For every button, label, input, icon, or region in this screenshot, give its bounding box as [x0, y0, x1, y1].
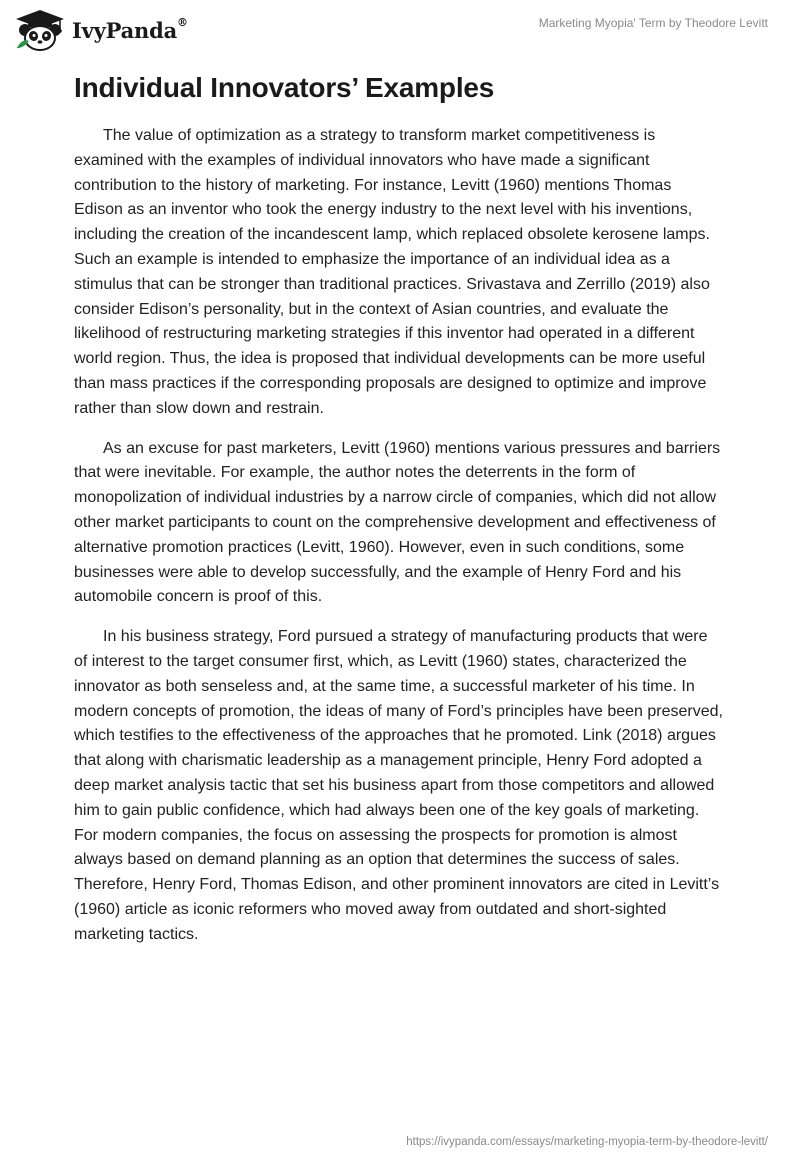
brand-name: IvyPanda® — [72, 15, 188, 43]
panda-graduate-logo-icon — [14, 8, 66, 52]
paragraph: The value of optimization as a strategy to transform market competitiveness is examined with the examples of individual innovators who have made a significant contribution to the history of marketing. For instance, Levitt (1960) mentions Thomas Edison as an inventor who took the energy industry to the next level with his inventions, including the creation of the incandescent lamp, which replaced obsolete kerosene lamps. Such an example is intended to emphasize the importance of an individual idea as a stimulus that can be stronger than traditional practices. Srivastava and Zerrillo (2019) also consider Edison’s personality, but in the context of Asian countries, and evaluate the likelihood of restructuring marketing strategies if this inventor had operated in a different world region. Thus, the idea is proposed that individual developments can be more useful than mass practices if the corresponding proposals are designed to optimize and improve rather than slow down and restrain. — [74, 127, 710, 417]
brand-logo[interactable] — [14, 8, 188, 52]
registered-mark: ® — [177, 15, 188, 29]
paragraph: In his business strategy, Ford pursued a strategy of manufacturing products that were of interest to the target consumer first, which, as Levitt (1960) states, characterized the innovator as both senseless and, at the same time, a successful marketer of his time. In modern concepts of promotion, the ideas of many of Ford’s principles have been preserved, which testifies to the effectiveness of the approaches that he promoted. Link (2018) argues that along with charismatic leadership as a management principle, Henry Ford adopted a deep market analysis tactic that set his business apart from those competitors and allowed him to gain public confidence, which had always been one of the key goals of marketing. For modern companies, the focus on assessing the prospects for promotion is almost always based on demand planning as an option that determines the success of sales. Therefore, Henry Ford, Thomas Edison, and other prominent innovators are cited in Levitt’s (1960) article as iconic reformers who moved away from outdated and short-sighted marketing tactics. — [74, 628, 723, 943]
page-header — [0, 0, 800, 60]
paragraph: As an excuse for past marketers, Levitt (1960) mentions various pressures and barriers that were inevitable. For example, the author notes the deterrents in the form of monopolization of individual industries by a narrow circle of companies, which did not allow other market participants to count on the comprehensive development and effectiveness of alternative promotion practices (Levitt, 1960). However, even in such conditions, some businesses were able to develop successfully, and the example of Henry Ford and his automobile concern is proof of this. — [74, 439, 721, 606]
section-heading: Individual Innovators’ Examples — [74, 72, 495, 103]
source-url[interactable]: https://ivypanda.com/essays/marketing-myopia-term-by-theodore-levitt/ — [406, 1136, 768, 1148]
document-title: Marketing Myopia' Term by Theodore Levitt — [538, 16, 768, 30]
article-body — [74, 72, 724, 963]
